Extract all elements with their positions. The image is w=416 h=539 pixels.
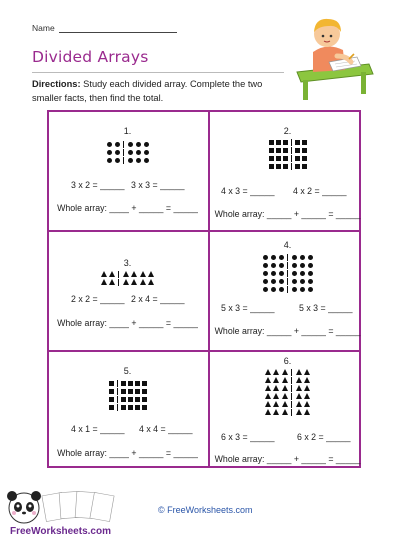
title-divider (32, 72, 284, 73)
fact-left: 6 x 3 = _____ (221, 432, 275, 442)
array-divider (291, 393, 292, 400)
dot-mark (128, 150, 133, 155)
divided-array (49, 140, 206, 164)
array-row (268, 138, 308, 146)
array-divider (291, 409, 292, 416)
triangle-mark (265, 369, 271, 375)
dot-mark (107, 142, 112, 147)
problem-1 (49, 112, 206, 230)
dot-mark (292, 263, 297, 268)
triangle-mark (265, 377, 271, 383)
array-divider (117, 388, 118, 395)
triangle-mark (273, 385, 279, 391)
triangle-mark (109, 271, 115, 277)
dot-mark (300, 263, 305, 268)
triangle-mark (148, 279, 154, 285)
square-mark (283, 148, 288, 153)
dot-mark (136, 158, 141, 163)
worksheet-title: Divided Arrays (32, 48, 149, 66)
triangle-mark (265, 409, 271, 415)
problems-grid (47, 110, 361, 468)
footer-credit[interactable] (158, 505, 253, 515)
triangle-mark (282, 409, 288, 415)
directions (32, 77, 294, 105)
problem-number: 1. (123, 126, 132, 136)
array-divider (287, 270, 288, 277)
worksheet-thumbnails-icon (42, 491, 114, 521)
dot-mark (300, 255, 305, 260)
array-divider (117, 404, 118, 411)
divided-array (209, 253, 366, 293)
square-mark (135, 397, 140, 402)
square-mark (135, 405, 140, 410)
dot-mark (279, 287, 284, 292)
dot-mark (271, 287, 276, 292)
array-row (264, 368, 312, 376)
square-mark (142, 405, 147, 410)
triangle-mark (148, 271, 154, 277)
array-divider (287, 278, 288, 285)
square-mark (128, 405, 133, 410)
square-mark (283, 164, 288, 169)
dot-mark (136, 150, 141, 155)
array-row (108, 395, 148, 403)
problem-3 (49, 232, 206, 350)
triangle-mark (273, 401, 279, 407)
square-mark (295, 164, 300, 169)
directions-text: Study each divided array. Complete the two smaller facts, then find the total. (32, 79, 263, 103)
array-divider (117, 396, 118, 403)
triangle-mark (296, 401, 302, 407)
square-mark (302, 156, 307, 161)
square-mark (135, 381, 140, 386)
dot-mark (271, 263, 276, 268)
dot-mark (107, 158, 112, 163)
square-mark (269, 164, 274, 169)
triangle-mark (123, 279, 129, 285)
array-divider (291, 369, 292, 376)
problem-number: 6. (283, 356, 292, 366)
divided-array (49, 379, 206, 411)
whole-array: Whole array: ____ + _____ = _____ (57, 203, 198, 213)
array-row (261, 277, 314, 285)
dot-mark (144, 150, 149, 155)
square-mark (121, 397, 126, 402)
square-mark (276, 140, 281, 145)
fact-left: 5 x 3 = _____ (221, 303, 275, 313)
dot-mark (128, 142, 133, 147)
fact-left: 4 x 3 = _____ (221, 186, 275, 196)
dot-mark (144, 158, 149, 163)
square-mark (109, 397, 114, 402)
array-row (108, 403, 148, 411)
triangle-mark (123, 271, 129, 277)
divided-array (209, 138, 366, 170)
triangle-mark (265, 393, 271, 399)
triangle-mark (131, 279, 137, 285)
array-row (108, 379, 148, 387)
array-row (264, 384, 312, 392)
array-row (268, 146, 308, 154)
whole-array: Whole array: ____ + _____ = _____ (57, 318, 198, 328)
fact-right: 4 x 4 = _____ (139, 424, 193, 434)
square-mark (295, 156, 300, 161)
triangle-mark (273, 369, 279, 375)
square-mark (276, 148, 281, 153)
fact-right: 4 x 2 = _____ (293, 186, 347, 196)
array-row (99, 270, 156, 278)
whole-array: Whole array: _____ + _____ = _____ (214, 454, 361, 464)
square-mark (269, 148, 274, 153)
square-mark (302, 148, 307, 153)
square-mark (142, 397, 147, 402)
triangle-mark (131, 271, 137, 277)
array-row (108, 387, 148, 395)
array-divider (291, 401, 292, 408)
array-divider (291, 147, 292, 154)
array-divider (123, 141, 124, 148)
triangle-mark (282, 369, 288, 375)
problem-number: 4. (283, 240, 292, 250)
triangle-mark (101, 271, 107, 277)
dot-mark (300, 271, 305, 276)
dot-mark (271, 279, 276, 284)
array-row (264, 392, 312, 400)
square-mark (121, 381, 126, 386)
dot-mark (300, 287, 305, 292)
triangle-mark (140, 279, 146, 285)
dot-mark (144, 142, 149, 147)
dot-mark (292, 255, 297, 260)
dot-mark (115, 158, 120, 163)
square-mark (283, 140, 288, 145)
triangle-mark (296, 409, 302, 415)
dot-mark (271, 271, 276, 276)
dot-mark (271, 255, 276, 260)
dot-mark (308, 279, 313, 284)
dot-mark (128, 158, 133, 163)
dot-mark (279, 255, 284, 260)
student-at-desk-illustration (291, 12, 375, 104)
fact-right: 5 x 3 = _____ (299, 303, 353, 313)
panda-icon (7, 491, 41, 523)
square-mark (142, 389, 147, 394)
dot-mark (115, 150, 120, 155)
whole-array: Whole array: _____ + _____ = _____ (214, 326, 361, 336)
problem-number: 5. (123, 366, 132, 376)
dot-mark (115, 142, 120, 147)
array-row (261, 285, 314, 293)
array-row (261, 261, 314, 269)
dot-mark (279, 271, 284, 276)
array-divider (287, 254, 288, 261)
square-mark (135, 389, 140, 394)
problem-5 (49, 352, 206, 470)
whole-array: Whole array: ____ + _____ = _____ (57, 448, 198, 458)
array-row (264, 408, 312, 416)
dot-mark (263, 263, 268, 268)
dot-mark (292, 287, 297, 292)
square-mark (295, 148, 300, 153)
square-mark (295, 140, 300, 145)
triangle-mark (282, 377, 288, 383)
dot-mark (308, 255, 313, 260)
array-divider (118, 271, 119, 278)
array-row (261, 269, 314, 277)
square-mark (302, 164, 307, 169)
dot-mark (136, 142, 141, 147)
fact-right: 2 x 4 = _____ (131, 294, 185, 304)
dot-mark (300, 279, 305, 284)
square-mark (109, 389, 114, 394)
square-mark (128, 389, 133, 394)
triangle-mark (273, 377, 279, 383)
square-mark (283, 156, 288, 161)
dot-mark (263, 279, 268, 284)
directions-label: Directions: (32, 79, 81, 89)
divided-array (209, 368, 366, 416)
array-row (105, 156, 150, 164)
triangle-mark (282, 385, 288, 391)
dot-mark (107, 150, 112, 155)
name-line (59, 32, 177, 33)
dot-mark (292, 271, 297, 276)
array-divider (123, 157, 124, 164)
triangle-mark (304, 385, 310, 391)
fact-left: 3 x 2 = _____ (71, 180, 125, 190)
triangle-mark (296, 369, 302, 375)
array-row (105, 148, 150, 156)
triangle-mark (296, 393, 302, 399)
array-divider (291, 163, 292, 170)
triangle-mark (273, 393, 279, 399)
site-link[interactable]: FreeWorksheets.com (167, 505, 253, 515)
problem-number: 2. (283, 126, 292, 136)
array-row (264, 376, 312, 384)
divided-array (49, 270, 206, 286)
array-divider (291, 139, 292, 146)
problem-2 (209, 112, 366, 230)
dot-mark (308, 271, 313, 276)
square-mark (302, 140, 307, 145)
triangle-mark (304, 393, 310, 399)
array-divider (291, 155, 292, 162)
array-row (105, 140, 150, 148)
fact-left: 4 x 1 = _____ (71, 424, 125, 434)
dot-mark (279, 263, 284, 268)
square-mark (142, 381, 147, 386)
whole-array: Whole array: _____ + _____ = _____ (214, 209, 361, 219)
array-divider (291, 377, 292, 384)
freeworksheets-logo (2, 486, 142, 538)
problem-4 (209, 232, 366, 350)
triangle-mark (296, 385, 302, 391)
dot-mark (292, 279, 297, 284)
triangle-mark (296, 377, 302, 383)
square-mark (128, 381, 133, 386)
triangle-mark (304, 409, 310, 415)
triangle-mark (140, 271, 146, 277)
triangle-mark (101, 279, 107, 285)
array-divider (123, 149, 124, 156)
copyright-symbol: © (158, 505, 165, 515)
array-row (268, 162, 308, 170)
name-field (32, 23, 177, 33)
triangle-mark (265, 401, 271, 407)
dot-mark (263, 255, 268, 260)
dot-mark (279, 279, 284, 284)
fact-right: 3 x 3 = _____ (131, 180, 185, 190)
dot-mark (308, 263, 313, 268)
triangle-mark (304, 369, 310, 375)
fact-right: 6 x 2 = _____ (297, 432, 351, 442)
square-mark (276, 156, 281, 161)
square-mark (121, 405, 126, 410)
triangle-mark (265, 385, 271, 391)
dot-mark (308, 287, 313, 292)
logo-text: FreeWorksheets.com (10, 526, 111, 537)
square-mark (269, 140, 274, 145)
square-mark (269, 156, 274, 161)
array-divider (118, 279, 119, 286)
triangle-mark (304, 377, 310, 383)
square-mark (276, 164, 281, 169)
array-row (268, 154, 308, 162)
triangle-mark (304, 401, 310, 407)
array-row (99, 278, 156, 286)
array-divider (287, 286, 288, 293)
array-divider (291, 385, 292, 392)
triangle-mark (273, 409, 279, 415)
square-mark (121, 389, 126, 394)
problem-number: 3. (123, 258, 132, 268)
square-mark (128, 397, 133, 402)
array-divider (117, 380, 118, 387)
fact-left: 2 x 2 = _____ (71, 294, 125, 304)
array-row (261, 253, 314, 261)
square-mark (109, 405, 114, 410)
triangle-mark (282, 393, 288, 399)
problem-6 (209, 352, 366, 470)
array-divider (287, 262, 288, 269)
name-label: Name (32, 23, 55, 33)
triangle-mark (109, 279, 115, 285)
square-mark (109, 381, 114, 386)
dot-mark (263, 287, 268, 292)
triangle-mark (282, 401, 288, 407)
array-row (264, 400, 312, 408)
dot-mark (263, 271, 268, 276)
